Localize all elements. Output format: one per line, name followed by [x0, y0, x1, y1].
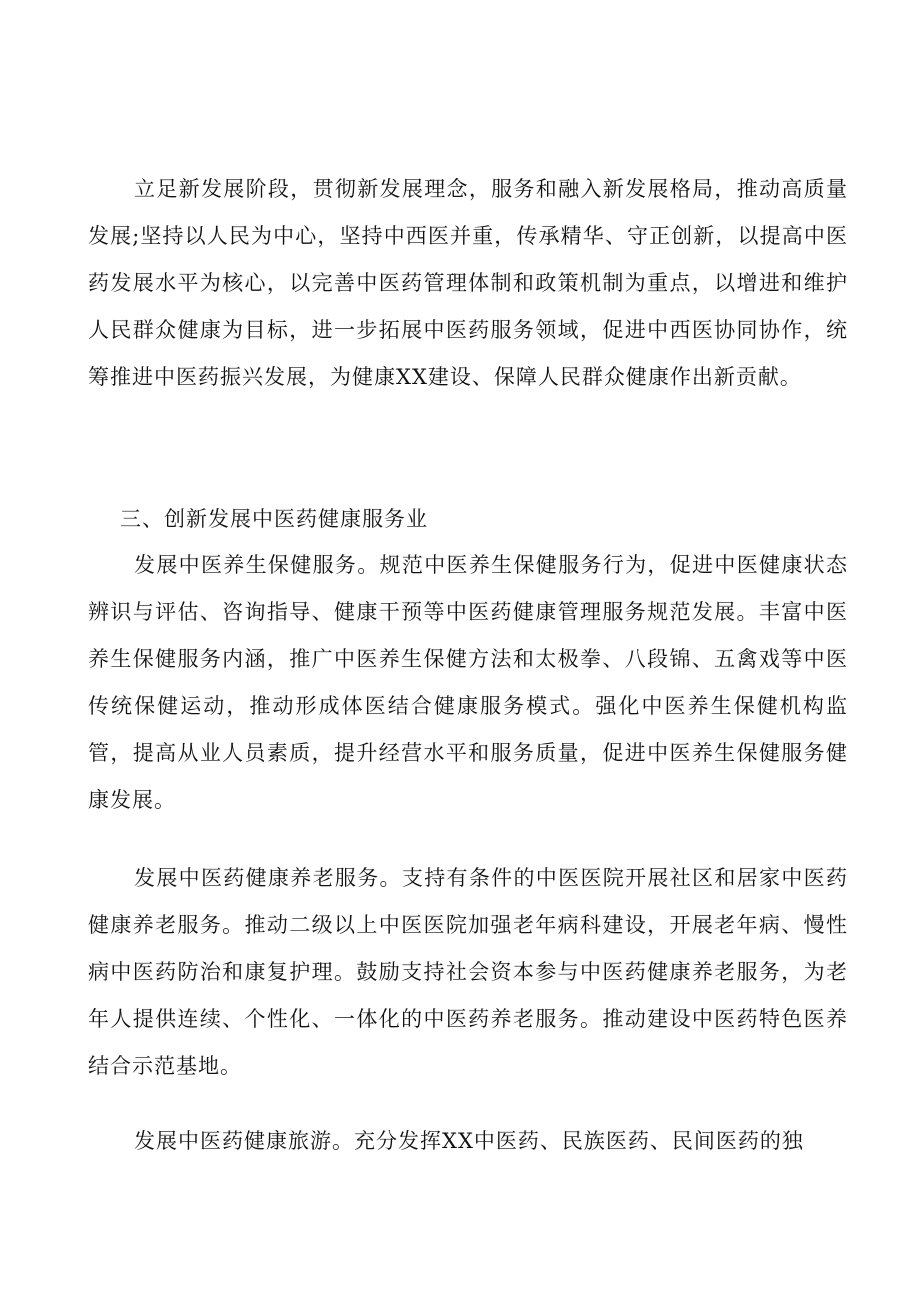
body-paragraph-1: 立足新发展阶段，贯彻新发展理念，服务和融入新发展格局，推动高质量发展;坚持以人民为中心，坚持中西医并重，传承精华、守正创新，以提高中医药发展水平为核心，以完善中医药管理体制和政策机制为重点，以增进和维护人民群众健康为目标，进一步拓展中医药服务领域，促进中西医协同协作，统筹推进中医药振兴发展，为健康XX建设、保障人民群众健康作出新贡献。	[88, 177, 848, 389]
section-heading: 三、创新发展中医药健康服务业	[120, 507, 428, 531]
body-paragraph-4: 发展中医药健康旅游。充分发挥XX中医药、民族医药、民间医药的独	[134, 1129, 804, 1153]
body-paragraph-2: 发展中医养生保健服务。规范中医养生保健服务行为，促进中医健康状态辨识与评估、咨询指导、健康干预等中医药健康管理服务规范发展。丰富中医养生保健服务内涵，推广中医养生保健方法和太极拳、八段锦、五禽戏等中医传统保健运动，推动形成体医结合健康服务模式。强化中医养生保健机构监管，提高从业人员素质，提升经营水平和服务质量，促进中医养生保健服务健康发展。	[88, 553, 848, 812]
body-paragraph-3: 发展中医药健康养老服务。支持有条件的中医医院开展社区和居家中医药健康养老服务。推动二级以上中医医院加强老年病科建设，开展老年病、慢性病中医药防治和康复护理。鼓励支持社会资本参与中医药健康养老服务，为老年人提供连续、个性化、一体化的中医药养老服务。推动建设中医药特色医养结合示范基地。	[88, 866, 848, 1078]
